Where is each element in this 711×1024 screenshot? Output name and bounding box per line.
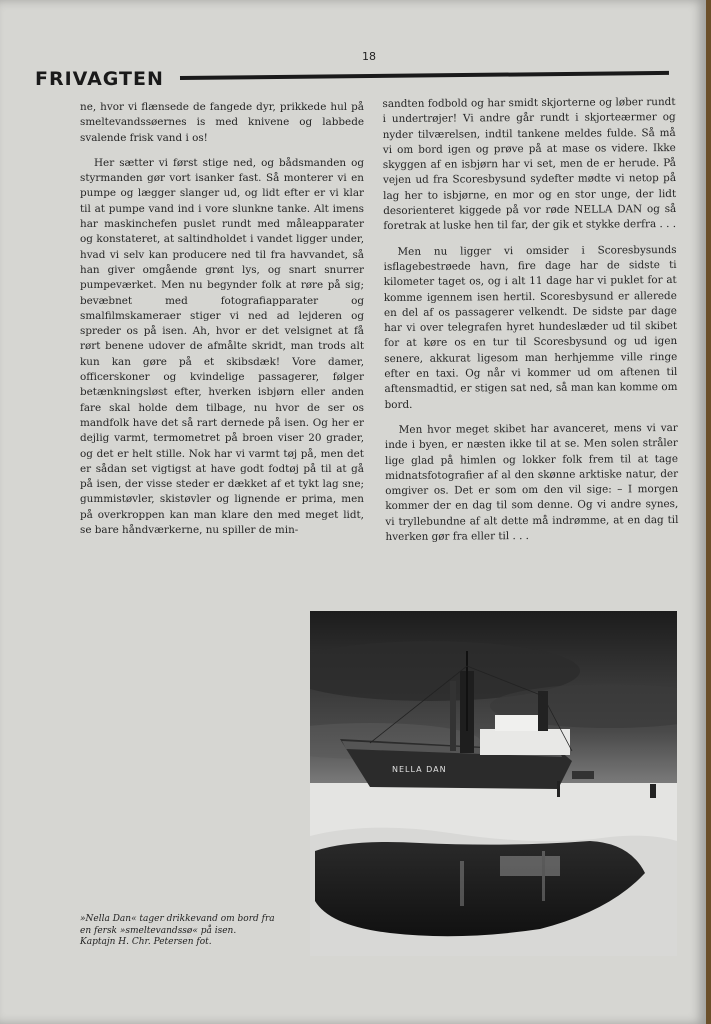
person-on-ice (557, 781, 560, 797)
photo-caption (80, 914, 295, 949)
caption-credit: Kaptajn H. Chr. Petersen fot. (80, 937, 212, 947)
right-text-column (382, 95, 678, 545)
masthead-title: FRIVAGTEN (35, 68, 164, 90)
ship-hull-name: NELLA DAN (392, 765, 447, 774)
masthead-rule (180, 71, 669, 80)
page-number: 18 (362, 50, 376, 63)
left-text-column (80, 100, 364, 538)
caption-line: en fersk »smeltevandssø« på isen. (80, 925, 237, 936)
person-on-ice (650, 784, 656, 798)
left-paragraph: ne, hvor vi flænsede de fangede dyr, prikkede hul på smeltevandssøernes is med knivene og labbede svalende frisk vand i os! (80, 101, 364, 144)
ship-photo (310, 611, 677, 956)
right-paragraph: Men hvor meget skibet har avanceret, mens vi var inde i byen, er næsten ikke til at se. Men solen stråler lige glad på himlen og lokker folk frem til at tage midnatsfotografier af al den skønne arktiske natur, der omgiver os. Det er som om den vil sige: – I morgen kommer der en dag til som denne. Og vi andre synes, vi tryllebundne af alt dette må indrømme, at en dag til hverken gør fra eller til . . . (384, 421, 679, 544)
caption-line: »Nella Dan« tager drikkevand om bord fra (80, 914, 275, 924)
right-paragraph: sandten fodbold og har smidt skjorterne og løber rundt i undertrøjer! Vi andre går rundt i skjorteærmer og nyder tilværelsen, indtil tankene meldes fulde. Så må vi om bord igen og prøve på at mase os videre. Ikke skyggen af en isbjørn har vi set, men de er herude. På vejen ud fra Scoresbysund sydefter mødte vi netop på lag her to isbjørne, en mor og en stor unge, der lidt desorienteret kiggede på vor røde NELLA DAN og så foretrak at luske hen til far, der gik et stykke derfra . . . (382, 95, 677, 233)
ship-photo-illustration (310, 611, 677, 956)
left-paragraph: Her sætter vi først stige ned, og bådsmanden og styrmanden gør vort isanker fast. Så monterer vi en pumpe og lægger slanger ud, og lidt efter er vi klar til at pumpe vand ind i vore slunkne tanke. Alt imens har maskinchefen puslet rundt med måleapparater og konstateret, at saltindholdet i vandet ligger under, hvad vi selv kan producere ned til fra havvandet, så han giver omgående grønt lys, og snart snurrer pumpeværket. Men nu begynder folk at røre på sig; bevæbnet med fotografiapparater og smalfilmskameraer stiger vi ned ad lejderen og spreder os på isen. Ah, hvor er det velsignet at få rørt benene udover de afmålte skridt, man trods alt kun kan gøre på et skibsdæk! Vore damer, officerskoner og kvindelige passagerer, følger betænkningsløst efter, hverken isbjørn eller anden fare skal holde dem tilbage, nu hvor de ser os mandfolk have det så rart dernede på isen. Og her er dejlig varmt, termometret på broen viser 20 grader, og det er helt stille. Nok har vi varmt tøj på, men det er sådan set vigtigst at have godt fodtøj på til at gå på isen, der visse steder er dækket af et tykt lag sne; gummistøvler, skistøvler og lignende er prima, men på overkroppen kan man klare den med meget lidt, se bare håndværkerne, nu spiller de min- (80, 156, 364, 537)
right-paragraph: Men nu ligger vi omsider i Scoresbysunds isflagebestrøede havn, fire dage har de sidste ti kilometer taget os, og i alt 11 dage har vi puklet for at komme igennem isen hertil. Scoresbysund er allerede en del af os passagerer velkendt. De sidste par dage har vi over telegrafen hyret hundeslæder ud til skibet for at køre os en tur til Scoresbysund og ud igen senere, akkurat ligesom man herhjemme ville ringe efter en taxi. Og når vi kommer ud om aftenen til aftensmadtid, er stigen sat ned, så man kan komme om bord. (383, 243, 678, 411)
